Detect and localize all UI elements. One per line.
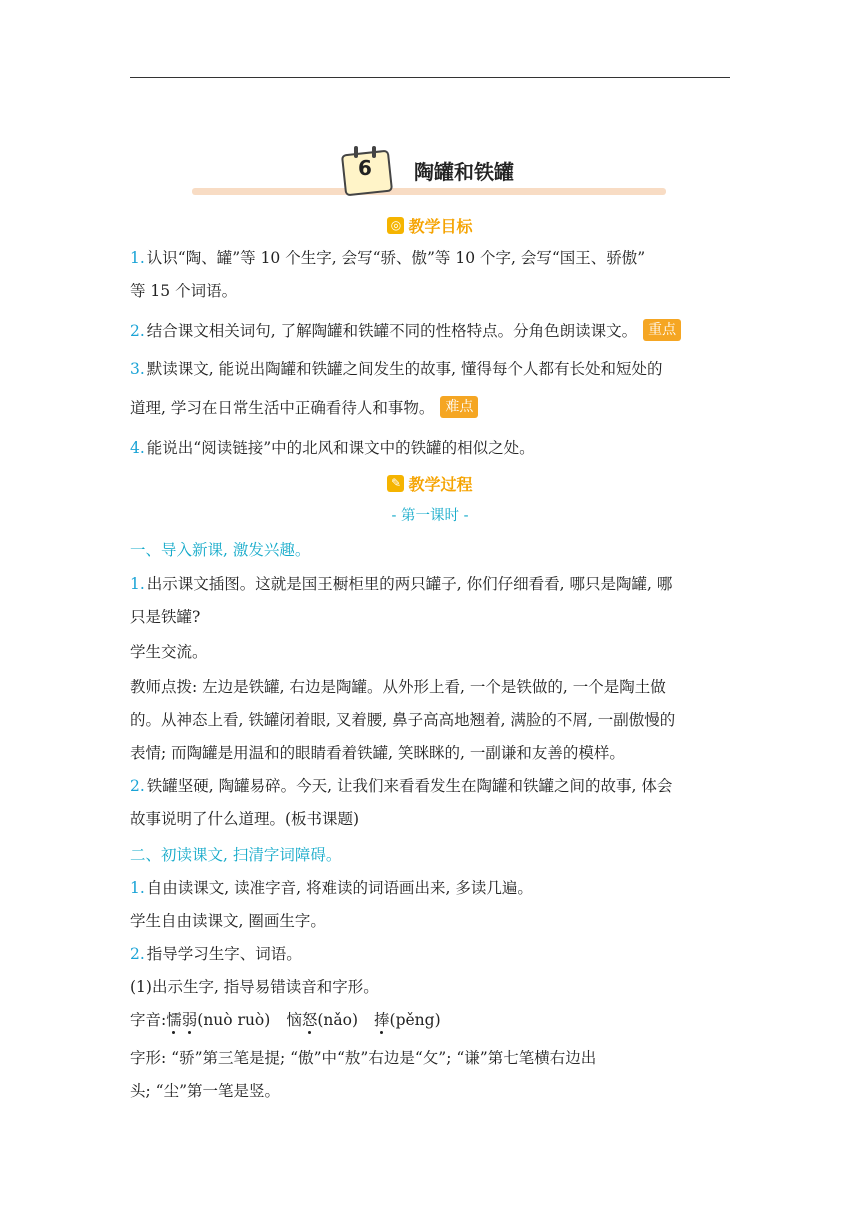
character-form-line-2: 头; “尘”第一笔是竖。 xyxy=(130,1082,280,1100)
goal-3-line-1: 3. 默读课文, 能说出陶罐和铁罐之间发生的故事, 懂得每个人都有长处和短处的 xyxy=(130,360,663,378)
part-2-heading: 二、初读课文, 扫清字词障碍。 xyxy=(130,846,342,864)
goal-1-line-1: 1. 认识“陶、罐”等 10 个生字, 会写“骄、傲”等 10 个字, 会写“国王、骄傲” xyxy=(130,249,646,267)
header-rule xyxy=(130,77,730,78)
goal-2: 2. 结合课文相关词句, 了解陶罐和铁罐不同的性格特点。分角色朗读课文。 重点 xyxy=(130,319,681,341)
sub-step-1: (1)出示生字, 指导易错读音和字形。 xyxy=(130,978,379,996)
key-point-tag: 重点 xyxy=(643,319,681,341)
teacher-note-line-3: 表情; 而陶罐是用温和的眼睛看着铁罐, 笑眯眯的, 一副谦和友善的模样。 xyxy=(130,744,625,762)
part-1-heading: 一、导入新课, 激发兴趣。 xyxy=(130,541,311,559)
period-label: - 第一课时 - xyxy=(391,508,469,524)
lesson-number: 6 xyxy=(358,156,372,180)
part-2-step-2: 2. 指导学习生字、词语。 xyxy=(130,945,302,963)
student-exchange: 学生交流。 xyxy=(130,643,208,661)
section-heading-goals: ◎ 教学目标 xyxy=(0,214,860,237)
difficult-point-tag: 难点 xyxy=(440,396,478,418)
self-reading: 学生自由读课文, 圈画生字。 xyxy=(130,912,326,930)
part-1-step-2-line-1: 2. 铁罐坚硬, 陶罐易碎。今天, 让我们来看看发生在陶罐和铁罐之间的故事, 体会 xyxy=(130,777,673,795)
goal-4: 4. 能说出“阅读链接”中的北风和课文中的铁罐的相似之处。 xyxy=(130,439,535,457)
part-2-step-1: 1. 自由读课文, 读准字音, 将难读的词语画出来, 多读几遍。 xyxy=(130,879,533,897)
goal-1-line-2: 等 15 个词语。 xyxy=(130,282,238,300)
title-underline-band xyxy=(192,188,666,195)
section-heading-process: ✎ 教学过程 xyxy=(0,472,860,495)
goal-3-line-2: 道理, 学习在日常生活中正确看待人和事物。 难点 xyxy=(130,396,478,418)
teacher-note-line-2: 的。从神态上看, 铁罐闭着眼, 叉着腰, 鼻子高高地翘着, 满脸的不屑, 一副傲慢的 xyxy=(130,711,676,729)
pronunciation-line: 字音:懦弱(nuò ruò) 恼怒(nǎo) 捧(pěng) xyxy=(130,1011,441,1029)
teacher-note-line-1: 教师点拨: 左边是铁罐, 右边是陶罐。从外形上看, 一个是铁做的, 一个是陶土做 xyxy=(130,678,666,696)
character-form-line-1: 字形: “骄”第三笔是提; “傲”中“敖”右边是“攵”; “谦”第七笔横右边出 xyxy=(130,1049,597,1067)
pencil-icon: ✎ xyxy=(387,475,404,492)
target-icon: ◎ xyxy=(387,217,404,234)
part-1-step-2-line-2: 故事说明了什么道理。(板书课题) xyxy=(130,810,360,828)
lesson-title-block xyxy=(192,146,666,196)
part-1-step-1-line-2: 只是铁罐? xyxy=(130,608,201,626)
calendar-icon xyxy=(342,146,390,192)
part-1-step-1-line-1: 1. 出示课文插图。这就是国王橱柜里的两只罐子, 你们仔细看看, 哪只是陶罐, 哪 xyxy=(130,575,673,593)
lesson-title: 陶罐和铁罐 xyxy=(414,160,514,184)
